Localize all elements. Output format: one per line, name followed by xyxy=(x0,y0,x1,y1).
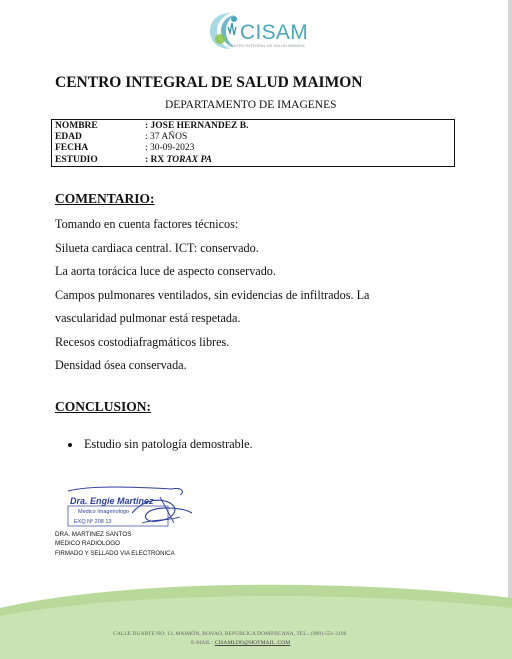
comment-line: vascularidad pulmonar está respetada. xyxy=(55,311,241,325)
patient-age-row xyxy=(55,132,451,143)
conclusion-text: Estudio sin patología demostrable. xyxy=(84,437,253,451)
comment-line: Recesos costodiafragmáticos libres. xyxy=(55,334,230,349)
bullet-icon xyxy=(68,443,72,447)
footer-email-link[interactable]: CISAMLDO@HOTMAIL .COM xyxy=(214,640,291,646)
name-label: NOMBRE xyxy=(55,121,98,131)
patient-date-row xyxy=(55,143,451,154)
comment-line: Campos pulmonares ventilados, sin evidencias de infiltrados. La xyxy=(55,287,370,302)
department-title: DEPARTAMENTO DE IMAGENES xyxy=(165,99,337,111)
conclusion-item xyxy=(68,437,253,452)
doctor-name: DRA. MARTINEZ SANTOS xyxy=(55,531,132,538)
comment-heading: COMENTARIO: xyxy=(55,191,155,206)
conclusion-heading: CONCLUSION: xyxy=(55,399,152,414)
footer-email-line xyxy=(191,640,290,646)
doctor-title: MEDICO RADIOLOGO xyxy=(55,540,121,547)
stamp-exq: EXQ Nº 208 13 xyxy=(74,519,112,525)
study-value-italic: TORAX PA xyxy=(166,154,212,165)
logo-subtitle: CENTRO INTEGRAL DE SALUD MAIMON xyxy=(228,43,305,48)
comment-line: Tomando en cuenta factores técnicos: xyxy=(55,217,239,231)
footer-address: CALLE DUARTE NO. 13, MAIMÓN, BONAO, REPUBLICA DOMINICANA, TEL.: (809)-551-2196 xyxy=(113,631,347,637)
patient-info-box xyxy=(51,119,455,167)
date-label: FECHA xyxy=(55,143,89,154)
cisam-logo xyxy=(204,9,316,53)
electronic-stamp-note: FIRMADO Y SELLADO VIA ELECTRONICA xyxy=(55,550,175,557)
signature-handwritten-name: Dra. Engie Martinez xyxy=(70,496,154,506)
email-label: E-MAIL : xyxy=(191,640,215,646)
logo-name: CISAM xyxy=(240,21,309,44)
patient-study-row xyxy=(55,155,451,166)
comment-line: Silueta cardiaca central. ICT: conservado. xyxy=(55,240,259,255)
organization-title: CENTRO INTEGRAL DE SALUD MAIMON xyxy=(55,74,363,91)
comment-line: La aorta torácica luce de aspecto conservado. xyxy=(55,264,276,278)
comment-body xyxy=(55,213,455,378)
signature-stamp xyxy=(62,483,202,533)
stamp-title: Medico Imagenologo xyxy=(78,509,130,515)
study-value-prefix: : RX xyxy=(145,154,167,165)
comment-line: Densidad ósea conservada. xyxy=(55,358,187,372)
page-edge xyxy=(508,0,512,659)
patient-name-row xyxy=(55,121,451,132)
study-label: ESTUDIO xyxy=(55,154,98,165)
study-value xyxy=(145,155,212,166)
date-value: : 30-09-2023 xyxy=(145,143,195,154)
name-value: : JOSE HERNANDEZ B. xyxy=(145,121,249,131)
doctor-signature-block xyxy=(55,530,131,548)
age-label: EDAD xyxy=(55,132,82,143)
age-value: : 37 AÑOS xyxy=(145,132,188,143)
